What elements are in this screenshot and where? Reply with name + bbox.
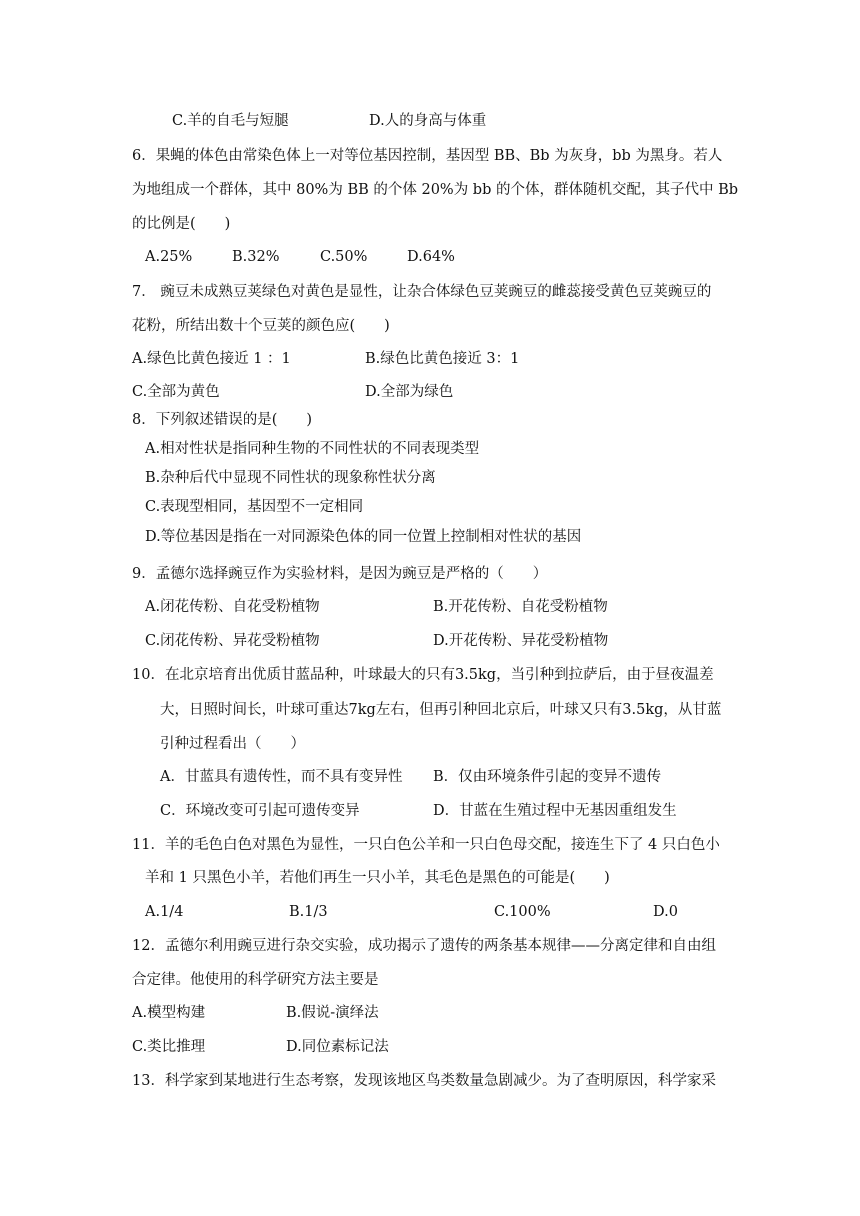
q12-stem-line-2: 合定律。他使用的科学研究方法主要是 bbox=[132, 972, 379, 988]
q8-stem: 8．下列叙述错误的是( ) bbox=[132, 412, 313, 428]
q10-option-c: C．环境改变可引起可遗传变异 bbox=[160, 803, 360, 819]
q13-stem-line-1: 13．科学家到某地进行生态考察，发现该地区鸟类数量急剧减少。为了查明原因，科学家采 bbox=[132, 1073, 716, 1089]
q10-option-a: A．甘蓝具有遗传性，而不具有变异性 bbox=[160, 769, 403, 785]
q7-option-c: C.全部为黄色 bbox=[132, 384, 220, 400]
q11-stem-line-2: 羊和 1 只黑色小羊，若他们再生一只小羊，其毛色是黑色的可能是( ) bbox=[145, 870, 610, 886]
q12-stem-line-1: 12．孟德尔利用豌豆进行杂交实验，成功揭示了遗传的两条基本规律——分离定律和自由组 bbox=[132, 938, 716, 954]
q9-option-d: D.开花传粉、异花受粉植物 bbox=[433, 633, 609, 649]
q7-option-b: B.绿色比黄色接近 3：1 bbox=[365, 351, 520, 367]
q7-stem-line-1: 7． 豌豆未成熟豆荚绿色对黄色是显性，让杂合体绿色豆荚豌豆的雌蕊接受黄色豆荚豌豆的 bbox=[132, 284, 712, 300]
q10-stem-line-2: 大，日照时间长，叶球可重达7kg左右，但再引种回北京后，叶球又只有3.5kg，从甘蓝 bbox=[160, 702, 722, 718]
q6-stem-line-3: 的比例是( ) bbox=[132, 216, 231, 232]
q5-option-d: D.人的身高与体重 bbox=[369, 113, 487, 129]
q8-option-b: B.杂种后代中显现不同性状的现象称性状分离 bbox=[145, 470, 436, 486]
q11-option-c: C.100% bbox=[494, 904, 551, 920]
q8-option-a: A.相对性状是指同种生物的不同性状的不同表现类型 bbox=[145, 441, 480, 457]
q11-stem-line-1: 11．羊的毛色白色对黑色为显性，一只白色公羊和一只白色母交配，接连生下了 4 只白色小 bbox=[132, 837, 720, 853]
q8-option-c: C.表现型相同，基因型不一定相同 bbox=[145, 499, 364, 515]
q11-option-a: A.1/4 bbox=[145, 904, 184, 920]
q7-option-a: A.绿色比黄色接近 1 ：1 bbox=[132, 351, 291, 367]
q12-option-c: C.类比推理 bbox=[132, 1039, 206, 1055]
q6-option-d: D.64% bbox=[407, 249, 455, 265]
q12-option-b: B.假说-演绎法 bbox=[286, 1005, 379, 1021]
q9-option-b: B.开花传粉、自花受粉植物 bbox=[433, 599, 608, 615]
q9-option-a: A.闭花传粉、自花受粉植物 bbox=[145, 599, 320, 615]
q12-option-d: D.同位素标记法 bbox=[286, 1039, 389, 1055]
q6-option-b: B.32% bbox=[232, 249, 280, 265]
q12-option-a: A.模型构建 bbox=[132, 1005, 206, 1021]
q5-option-c: C.羊的自毛与短腿 bbox=[172, 113, 289, 129]
q11-option-b: B.1/3 bbox=[289, 904, 328, 920]
q10-stem-line-3: 引种过程看出（ ） bbox=[160, 736, 305, 752]
q11-option-d: D.0 bbox=[653, 904, 678, 920]
q6-option-a: A.25% bbox=[145, 249, 193, 265]
q7-option-d: D.全部为绿色 bbox=[365, 384, 454, 400]
q10-option-d: D．甘蓝在生殖过程中无基因重组发生 bbox=[433, 803, 677, 819]
q9-stem: 9．孟德尔选择豌豆作为实验材料，是因为豌豆是严格的（ ） bbox=[132, 566, 548, 582]
q9-option-c: C.闭花传粉、异花受粉植物 bbox=[145, 633, 320, 649]
q10-stem-line-1: 10．在北京培育出优质甘蓝品种，叶球最大的只有3.5kg，当引种到拉萨后，由于昼夜温差 bbox=[132, 667, 714, 683]
q6-option-c: C.50% bbox=[320, 249, 368, 265]
q10-option-b: B．仅由环境条件引起的变异不遗传 bbox=[433, 769, 662, 785]
q6-stem-line-1: 6．果蝇的体色由常染色体上一对等位基因控制，基因型 BB、Bb 为灰身，bb 为黑身。若人 bbox=[132, 148, 723, 164]
q7-stem-line-2: 花粉，所结出数十个豆荚的颜色应( ) bbox=[132, 318, 390, 334]
q6-stem-line-2: 为地组成一个群体，其中 80%为 BB 的个体 20%为 bb 的个体，群体随机交配，其子代中 Bb bbox=[132, 182, 739, 198]
q8-option-d: D.等位基因是指在一对同源染色体的同一位置上控制相对性状的基因 bbox=[145, 529, 582, 545]
